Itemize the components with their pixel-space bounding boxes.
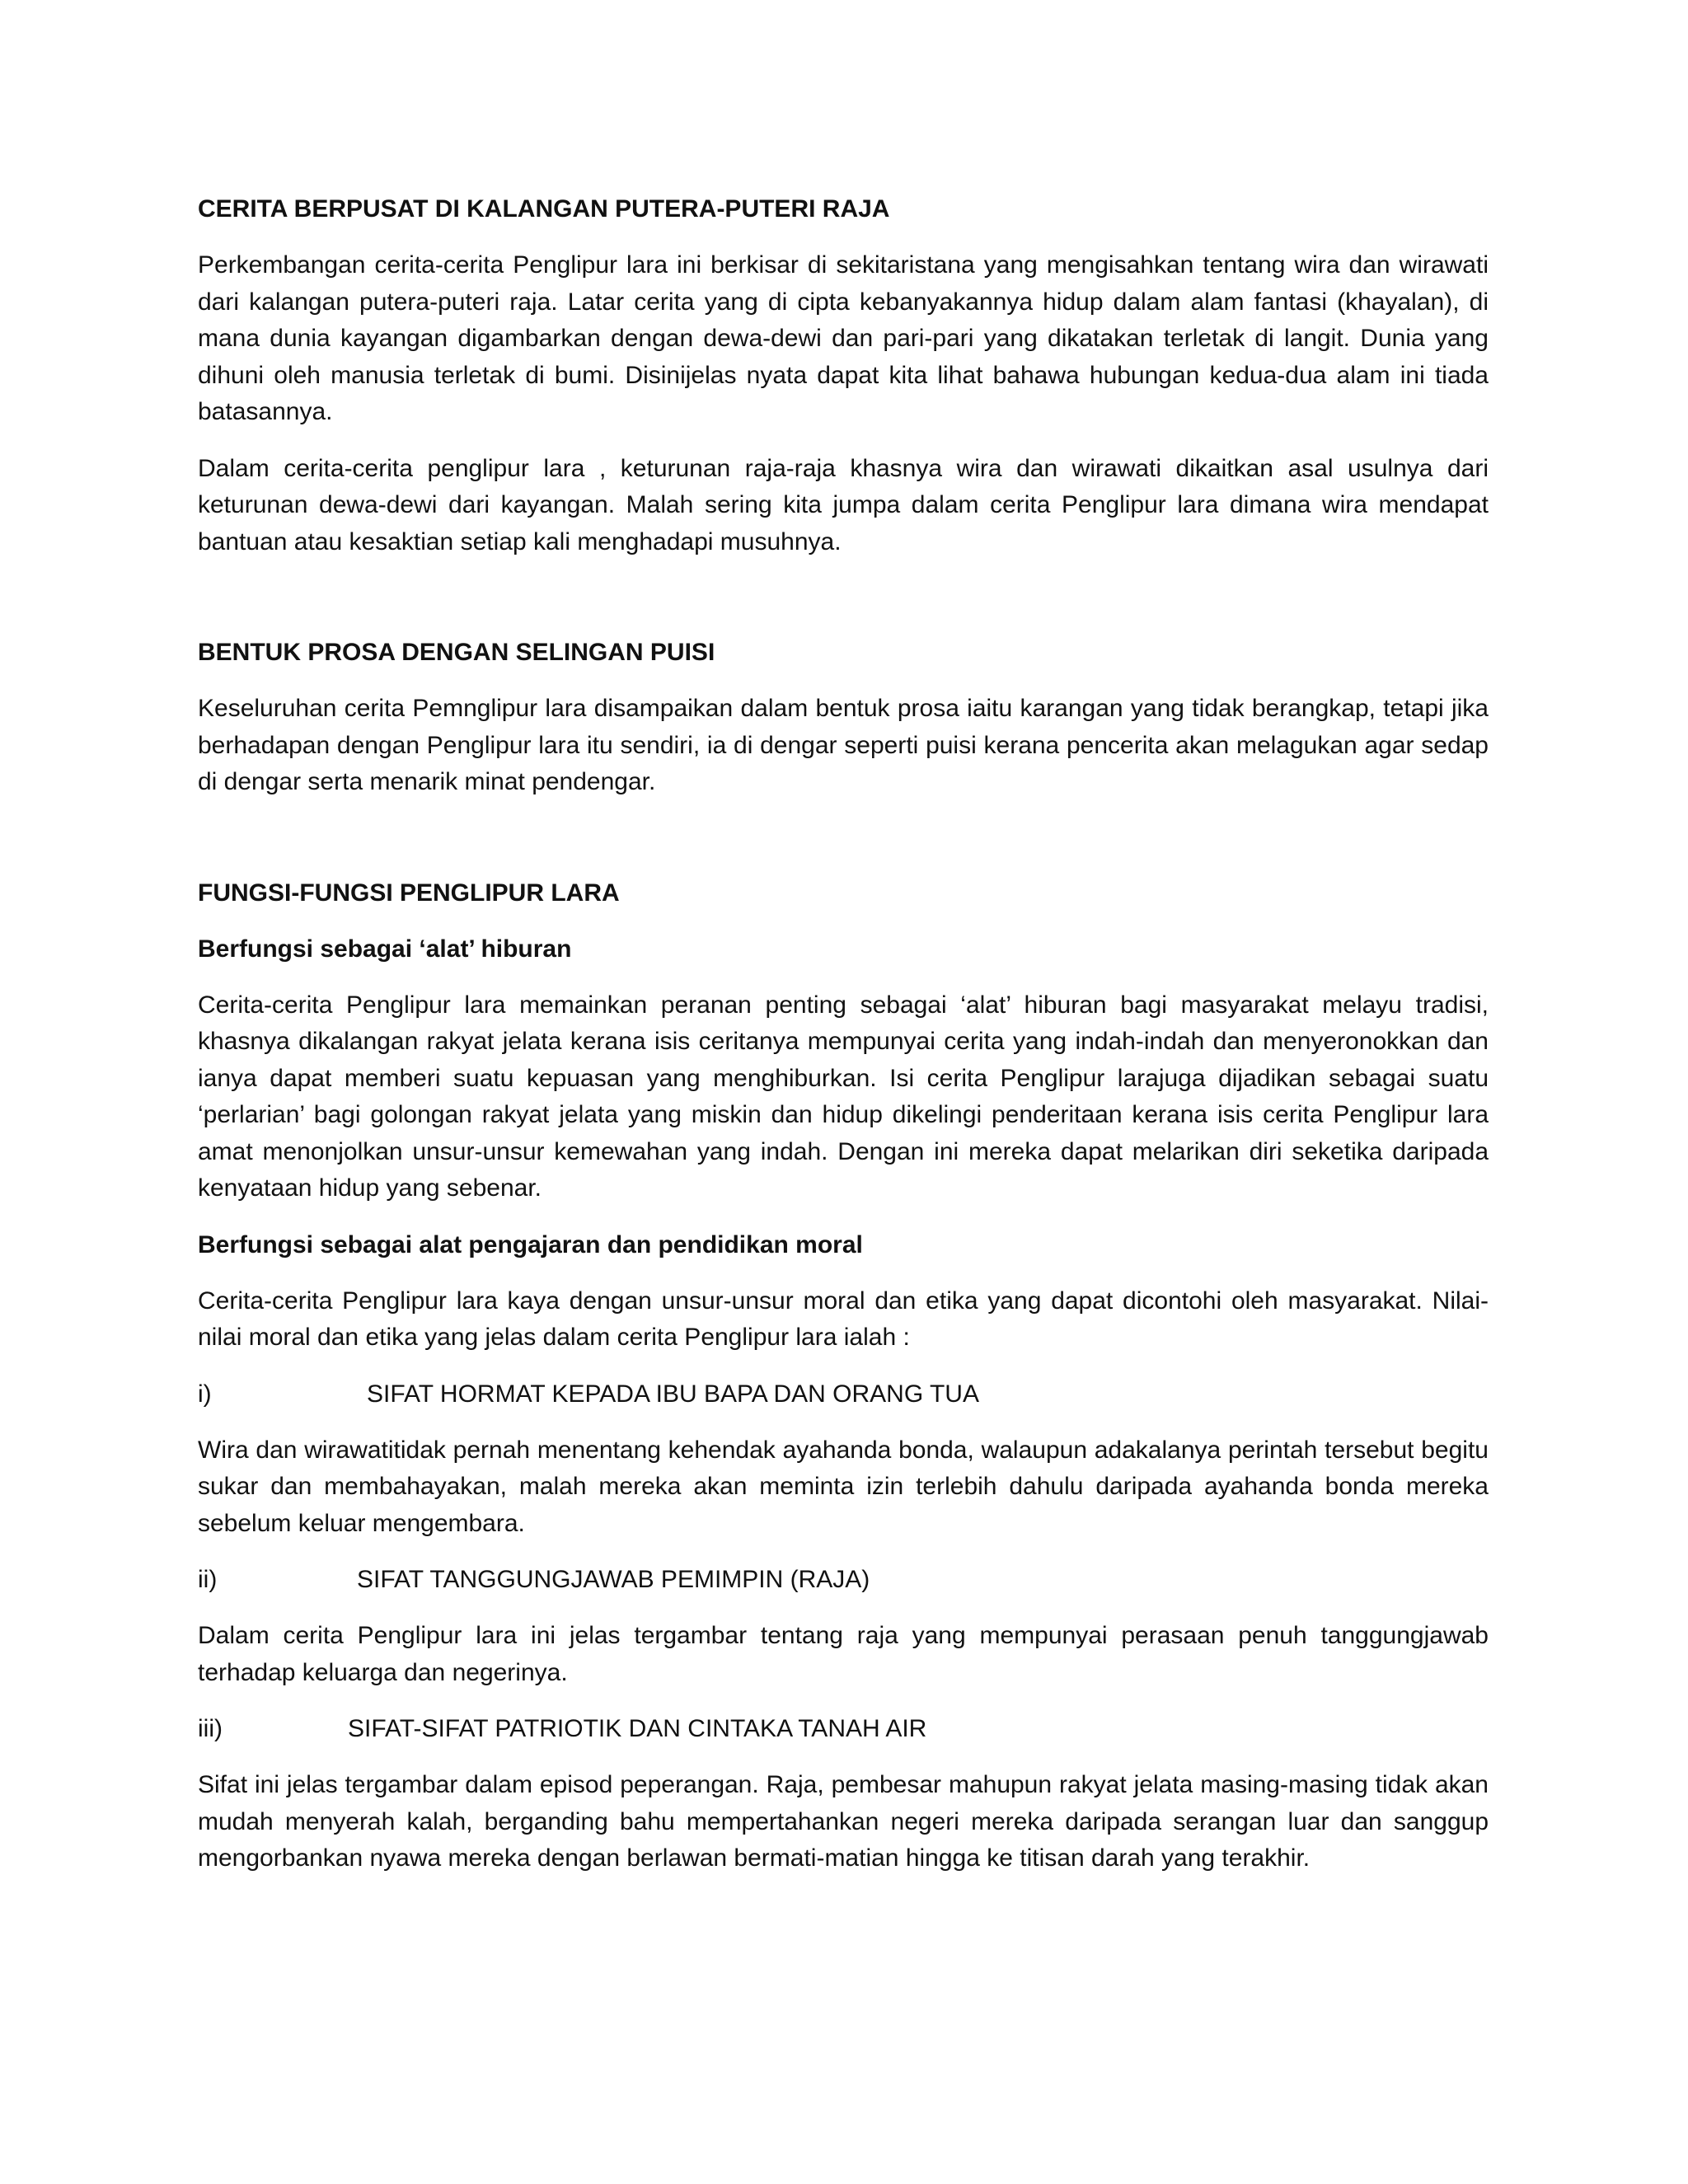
list-item-title: SIFAT HORMAT KEPADA IBU BAPA DAN ORANG TUA xyxy=(367,1380,979,1408)
list-item-heading-3 xyxy=(198,1711,1489,1747)
section-spacer xyxy=(198,580,1489,635)
paragraph-hiburan: Cerita-cerita Penglipur lara memainkan peranan penting sebagai ‘alat’ hiburan bagi masyarakat melayu tradisi, khasnya dikalangan rakyat jelata kerana isis ceritanya mempunyai cerita yang indah-indah dan menyeronokkan dan ianya dapat memberi suatu kepuasan yang menghiburkan. Isi cerita Penglipur larajuga dijadikan sebagai suatu ‘perlarian’ bagi golongan rakyat jelata yang miskin dan hidup dikelingi penderitaan kerana isis cerita Penglipur lara amat menonjolkan unsur-unsur kemewahan yang indah. Dengan ini mereka dapat melarikan diri seketika daripada kenyataan hidup yang sebenar. xyxy=(198,991,1489,1202)
list-item-title: SIFAT TANGGUNGJAWAB PEMIMPIN (RAJA) xyxy=(357,1566,870,1593)
paragraph-list-item-1: Wira dan wirawatitidak pernah menentang kehendak ayahanda bonda, walaupun adakalanya perintah tersebut begitu sukar dan membahayakan, malah mereka akan meminta izin terlebih dahulu daripada ayahanda bonda mereka sebelum keluar mengembara. xyxy=(198,1436,1489,1537)
paragraph-keseluruhan: Keseluruhan cerita Pemnglipur lara disampaikan dalam bentuk prosa iaitu karangan yang tidak berangkap, tetapi jika berhadapan dengan Penglipur lara itu sendiri, ia di dengar seperti puisi kerana pencerita akan melagukan agar sedap di dengar serta menarik minat pendengar. xyxy=(198,695,1489,795)
section-heading-cerita-berpusat: CERITA BERPUSAT DI KALANGAN PUTERA-PUTERI RAJA xyxy=(198,195,890,223)
subheading-pengajaran: Berfungsi sebagai alat pengajaran dan pendidikan moral xyxy=(198,1230,863,1258)
list-number: iii) xyxy=(198,1715,223,1742)
paragraph-pengajaran: Cerita-cerita Penglipur lara kaya dengan unsur-unsur moral dan etika yang dapat dicontohi oleh masyarakat. Nilai-nilai moral dan etika yang jelas dalam cerita Penglipur lara ialah : xyxy=(198,1286,1489,1351)
list-item-heading-1 xyxy=(198,1376,1489,1413)
section-spacer xyxy=(198,821,1489,875)
section-heading-fungsi: FUNGSI-FUNGSI PENGLIPUR LARA xyxy=(198,879,620,907)
section-heading-bentuk-prosa: BENTUK PROSA DENGAN SELINGAN PUISI xyxy=(198,639,715,666)
list-number: ii) xyxy=(198,1566,218,1593)
paragraph-dalam-cerita: Dalam cerita-cerita penglipur lara , keturunan raja-raja khasnya wira dan wirawati dikaitkan asal usulnya dari keturunan dewa-dewi dari kayangan. Malah sering kita jumpa dalam cerita Penglipur lara dimana wira mendapat bantuan atau kesaktian setiap kali menghadapi musuhnya. xyxy=(198,454,1489,555)
paragraph-list-item-3: Sifat ini jelas tergambar dalam episod peperangan. Raja, pembesar mahupun rakyat jelata masing-masing tidak akan mudah menyerah kalah, berganding bahu mempertahankan negeri mereka daripada serangan luar dan sanggup mengorbankan nyawa mereka dengan berlawan bermati-matian hingga ke titisan darah yang terakhir. xyxy=(198,1771,1489,1872)
document-page xyxy=(198,191,1489,1897)
list-item-heading-2 xyxy=(198,1562,1489,1598)
paragraph-perkembangan: Perkembangan cerita-cerita Penglipur lara ini berkisar di sekitaristana yang mengisahkan tentang wira dan wirawati dari kalangan putera-puteri raja. Latar cerita yang di cipta kebanyakannya hidup dalam alam fantasi (khayalan), di mana dunia kayangan digambarkan dengan dewa-dewi dan pari-pari yang dikatakan terletak di langit. Dunia yang dihuni oleh manusia terletak di bumi. Disinijelas nyata dapat kita lihat bahawa hubungan kedua-dua alam ini tiada batasannya. xyxy=(198,251,1489,425)
list-item-title: SIFAT-SIFAT PATRIOTIK DAN CINTAKA TANAH AIR xyxy=(348,1715,927,1742)
paragraph-list-item-2: Dalam cerita Penglipur lara ini jelas tergambar tentang raja yang mempunyai perasaan penuh tanggungjawab terhadap keluarga dan negerinya. xyxy=(198,1622,1489,1686)
list-number: i) xyxy=(198,1380,212,1408)
subheading-hiburan: Berfungsi sebagai ‘alat’ hiburan xyxy=(198,935,572,963)
